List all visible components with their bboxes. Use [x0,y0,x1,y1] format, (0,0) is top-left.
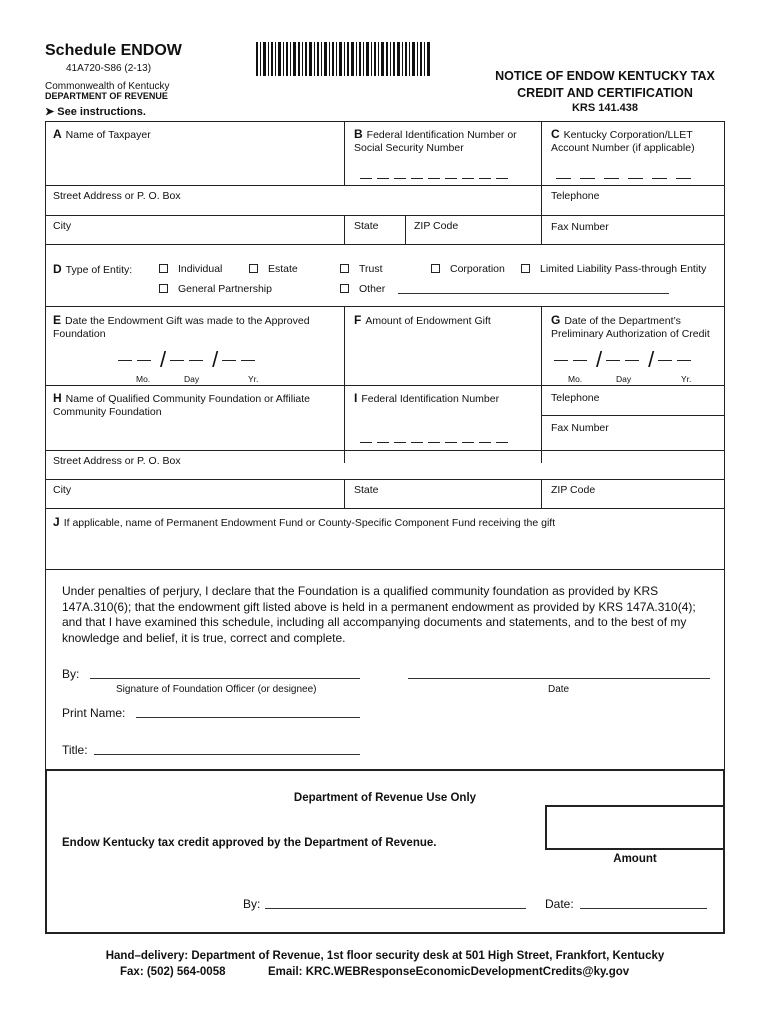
foundation-name-label: H Name of Qualified Community Foundation or Affiliate Community Foundation [53,391,311,418]
foundation-telephone-input[interactable] [542,386,723,414]
print-name-input[interactable] [136,717,360,718]
foundation-zip-input[interactable] [542,480,723,507]
gift-date-year-caption: Yr. [248,374,259,384]
city-input[interactable] [46,216,343,244]
dor-date-label: Date: [545,897,574,911]
gift-date-month-caption: Mo. [136,374,151,384]
foundation-city-input[interactable] [46,480,343,507]
llpte-checkbox[interactable]: Limited Liability Pass-through Entity [521,263,706,276]
entity-type-label: D Type of Entity: [53,262,133,276]
krs-reference: KRS 141.438 [571,102,639,114]
endowment-fund-input[interactable] [46,532,723,568]
signature-date-caption: Date [548,684,570,695]
dor-by-input[interactable] [265,908,526,909]
state-label: State [354,220,379,232]
department-label: DEPARTMENT OF REVENUE [45,91,168,101]
gift-amount-input[interactable] [345,330,540,384]
see-instructions-link[interactable]: ➤ See instructions. [45,106,146,118]
dor-by-label: By: [243,897,261,911]
zip-code-label: ZIP Code [414,220,459,232]
title-input[interactable] [94,754,360,755]
perjury-declaration: Under penalties of perjury, I declare that the Foundation is a qualified community foundation as provided by KRS 147A.310(6); that the endowment gift listed above is held in a permanent endowment as provided by KRS 147A.310(4); and that I have examined this schedule, including all accompanying documents and statements, and to the best of my knowledge and belief, it is true, correct and complete. [62,584,696,645]
foundation-street-label: Street Address or P. O. Box [53,455,181,467]
signature-input[interactable] [90,678,360,679]
form-title: Schedule ENDOW [45,42,182,59]
foundation-state-label: State [354,484,379,496]
trust-checkbox[interactable]: Trust [340,263,383,276]
gift-date-input[interactable]: / / [118,348,260,371]
foundation-city-label: City [53,484,72,496]
taxpayer-name-label: A Name of Taxpayer [53,127,151,141]
notice-title-line2: CREDIT AND CERTIFICATION [517,86,693,100]
individual-checkbox[interactable]: Individual [159,263,222,276]
estate-checkbox[interactable]: Estate [249,263,298,276]
authorization-date-year-caption: Yr. [681,374,692,384]
telephone-label: Telephone [551,190,600,202]
foundation-telephone-label: Telephone [551,392,600,404]
print-name-label: Print Name: [62,706,126,720]
foundation-zip-label: ZIP Code [551,484,596,496]
signature-by-label: By: [62,667,80,681]
street-address-label: Street Address or P. O. Box [53,190,181,202]
fax-info: Fax: (502) 564-0058 [120,966,226,978]
gift-amount-label: F Amount of Endowment Gift [354,313,491,327]
foundation-fein-input[interactable] [360,434,513,452]
authorization-date-input[interactable]: / / [554,348,696,371]
credit-approved-label: Endow Kentucky tax credit approved by the Department of Revenue. [62,837,437,849]
dor-use-only-heading: Department of Revenue Use Only [293,792,477,804]
barcode-icon [256,42,432,76]
city-label: City [53,220,72,232]
signature-caption: Signature of Foundation Officer (or designee) [116,684,317,695]
foundation-name-input[interactable] [46,418,343,449]
foundation-fax-input[interactable] [542,416,723,449]
signature-date-input[interactable] [408,678,710,679]
telephone-input[interactable] [542,186,723,215]
foundation-state-input[interactable] [345,480,540,507]
notice-title-line1: NOTICE OF ENDOW KENTUCKY TAX [495,69,715,83]
amount-input[interactable] [545,805,725,850]
amount-label: Amount [613,853,657,865]
foundation-fein-label: I Federal Identification Number [354,391,500,405]
ky-account-label: C Kentucky Corporation/LLET Account Number (if applicable) [551,127,695,154]
email-info[interactable]: Email: KRC.WEBResponseEconomicDevelopmentCredits@ky.gov [268,966,630,978]
fein-ssn-label: B Federal Identification Number or Social Security Number [354,127,517,154]
commonwealth-label: Commonwealth of Kentucky [45,81,170,92]
fax-number-input[interactable] [542,216,723,244]
other-checkbox[interactable]: Other [340,283,385,296]
general-partnership-checkbox[interactable]: General Partnership [159,283,272,296]
taxpayer-name-input[interactable] [46,142,343,184]
hand-delivery-info: Hand–delivery: Department of Revenue, 1st floor security desk at 501 High Street, Frankfort, Kentucky [105,950,665,962]
foundation-street-input[interactable] [46,451,723,478]
title-label: Title: [62,743,88,757]
corporation-checkbox[interactable]: Corporation [431,263,505,276]
authorization-date-day-caption: Day [616,374,632,384]
authorization-date-month-caption: Mo. [568,374,583,384]
endowment-fund-label: J If applicable, name of Permanent Endowment Fund or County-Specific Component Fund receiving the gift [53,515,556,529]
gift-date-day-caption: Day [184,374,200,384]
dor-date-input[interactable] [580,908,707,909]
form-number: 41A720-S86 (2-13) [66,63,152,74]
fax-number-label: Fax Number [551,221,609,233]
authorization-date-label: G Date of the Department’s Preliminary Authorization of Credit [551,313,710,340]
foundation-fax-label: Fax Number [551,422,609,434]
street-address-input[interactable] [46,186,540,215]
other-entity-input[interactable] [398,293,669,294]
gift-date-label: E Date the Endowment Gift was made to the Approved Foundation [53,313,310,340]
